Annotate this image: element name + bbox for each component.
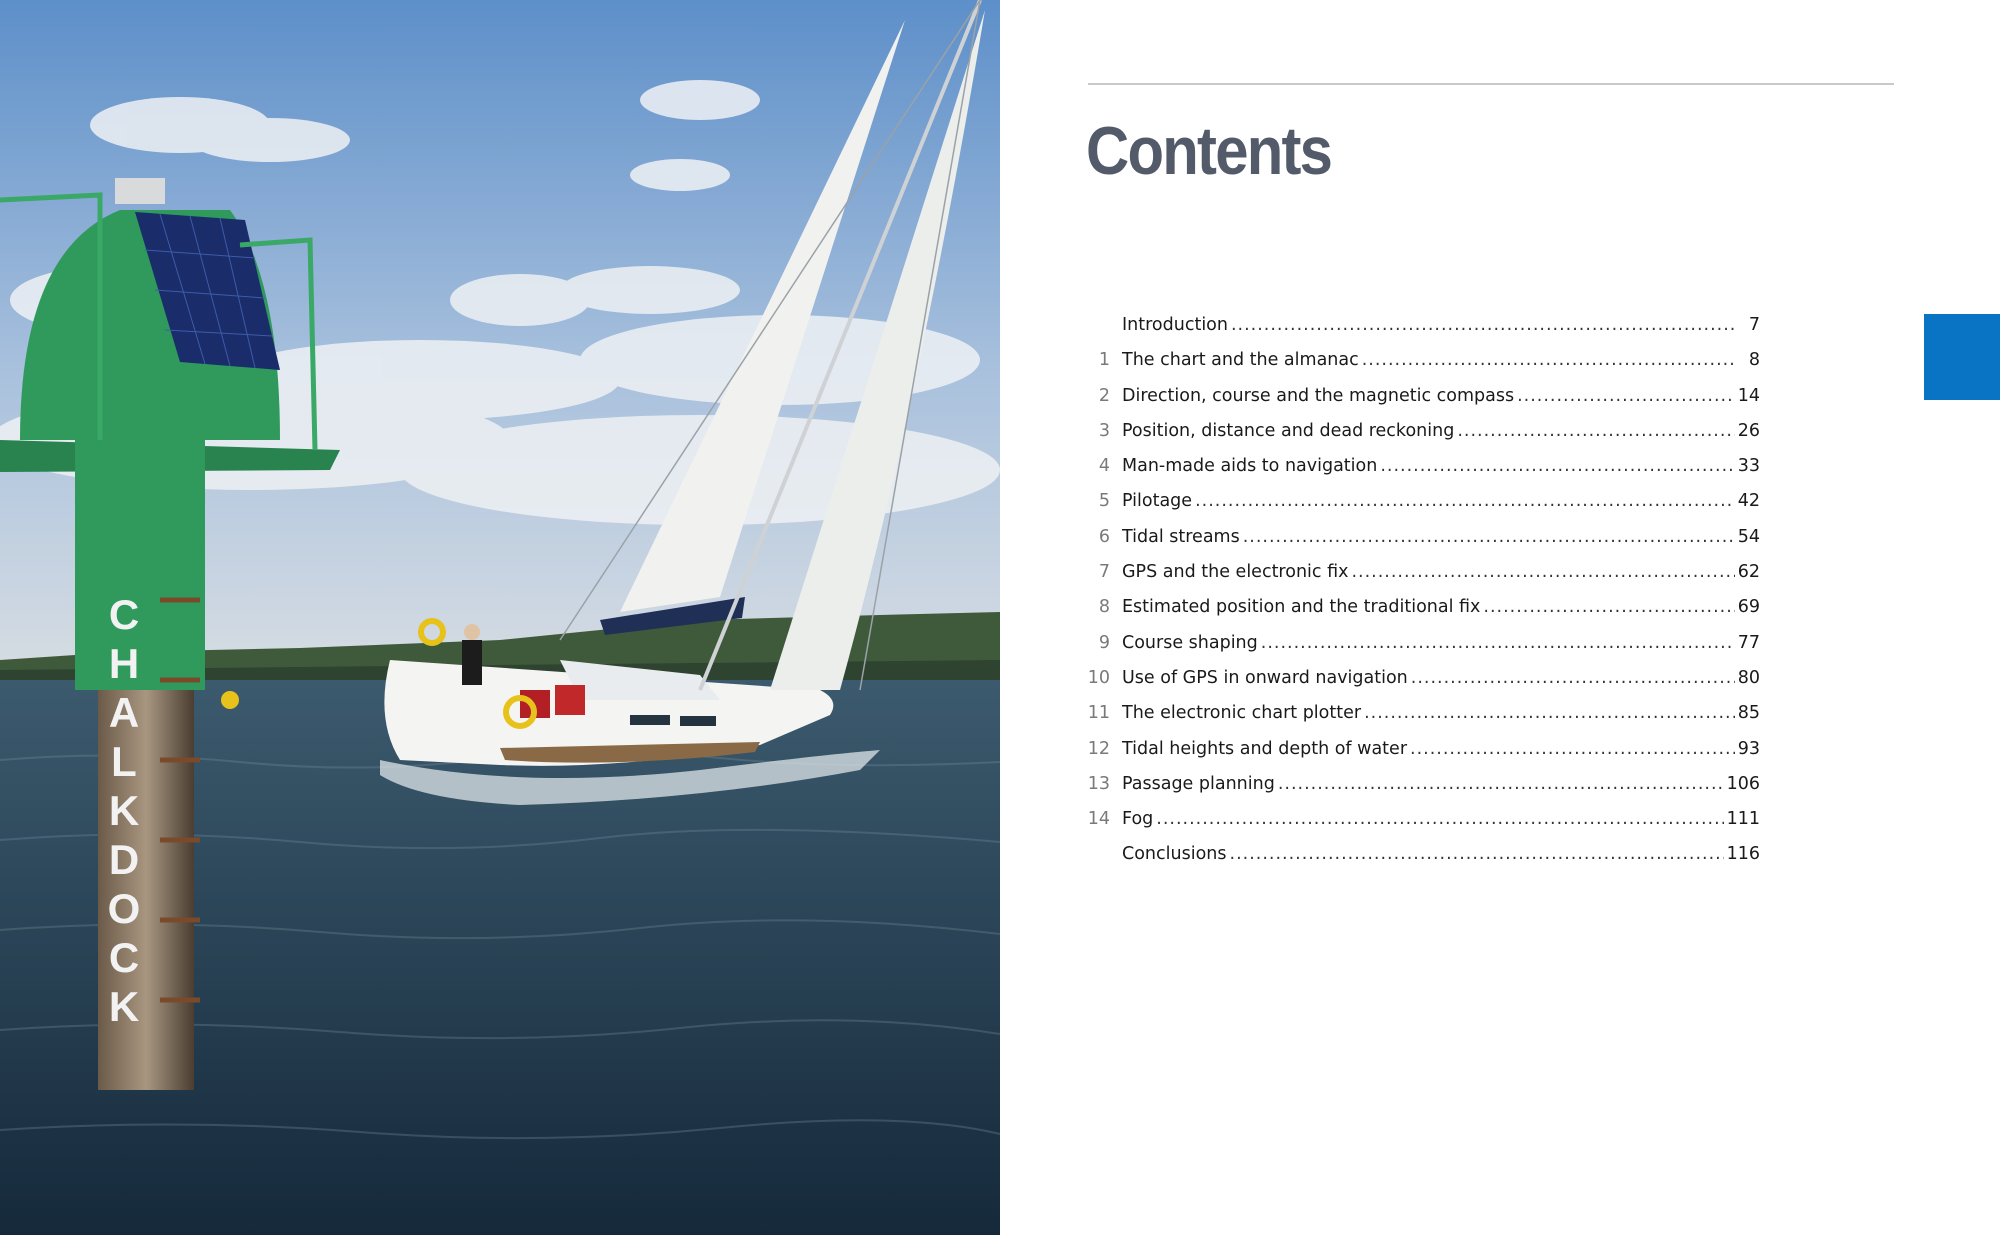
- toc-leader-dots: [1351, 555, 1734, 590]
- toc-entry[interactable]: [1080, 626, 1760, 661]
- toc-chapter-title: The chart and the almanac: [1122, 350, 1359, 371]
- toc-entry[interactable]: [1080, 379, 1760, 414]
- toc-chapter-title: Passage planning: [1122, 773, 1275, 794]
- toc-entry[interactable]: [1080, 767, 1760, 802]
- toc-chapter-number: 8: [1098, 597, 1110, 618]
- toc-entry[interactable]: [1080, 343, 1760, 378]
- section-tab: [1924, 314, 2000, 400]
- toc-page-number: 93: [1737, 738, 1760, 759]
- toc-entry[interactable]: [1080, 484, 1760, 519]
- toc-leader-dots: [1364, 696, 1735, 731]
- toc-chapter-number: 14: [1087, 809, 1110, 830]
- toc-leader-dots: [1243, 520, 1735, 555]
- toc-page-number: 54: [1737, 526, 1760, 547]
- toc-entry[interactable]: [1080, 414, 1760, 449]
- toc-leader-dots: [1195, 484, 1735, 519]
- toc-page-number: 8: [1748, 350, 1760, 371]
- toc-entry[interactable]: [1080, 732, 1760, 767]
- toc-chapter-title: Use of GPS in onward navigation: [1122, 667, 1408, 688]
- toc-leader-dots: [1362, 343, 1737, 378]
- marker-name-text: CHALKDOCK: [107, 591, 141, 1030]
- toc-page-number: 69: [1737, 597, 1760, 618]
- toc-entry[interactable]: [1080, 555, 1760, 590]
- toc-chapter-title: Position, distance and dead reckoning: [1122, 420, 1455, 441]
- toc-leader-dots: [1517, 379, 1735, 414]
- toc-chapter-number: 13: [1087, 773, 1110, 794]
- toc-entry[interactable]: [1080, 520, 1760, 555]
- toc-chapter-number: 11: [1087, 703, 1110, 724]
- toc-page-number: 77: [1737, 632, 1760, 653]
- toc-chapter-title: Estimated position and the traditional fix: [1122, 597, 1481, 618]
- toc-leader-dots: [1156, 802, 1723, 837]
- toc-chapter-number: 9: [1098, 632, 1110, 653]
- toc-leader-dots: [1410, 732, 1735, 767]
- toc-entry[interactable]: [1080, 590, 1760, 625]
- toc-page-number: 106: [1726, 773, 1760, 794]
- toc-chapter-title: Fog: [1122, 809, 1154, 830]
- toc-page-number: 80: [1737, 667, 1760, 688]
- toc-page-number: 42: [1737, 491, 1760, 512]
- toc-page-number: 26: [1737, 420, 1760, 441]
- toc-page-number: 116: [1726, 844, 1760, 865]
- toc-chapter-title: Tidal streams: [1122, 526, 1240, 547]
- toc-chapter-number: 3: [1098, 420, 1110, 441]
- toc-entry[interactable]: [1080, 661, 1760, 696]
- toc-leader-dots: [1230, 837, 1724, 872]
- toc-page-number: 111: [1726, 809, 1760, 830]
- toc-chapter-title: Tidal heights and depth of water: [1122, 738, 1408, 759]
- toc-chapter-title: Introduction: [1122, 315, 1228, 335]
- toc-page-number: 14: [1737, 385, 1760, 406]
- toc-chapter-number: 12: [1087, 738, 1110, 759]
- toc-entry[interactable]: [1080, 308, 1760, 343]
- page-title: Contents: [1086, 113, 1332, 189]
- toc-chapter-number: 2: [1098, 385, 1110, 406]
- toc-leader-dots: [1380, 449, 1734, 484]
- toc-leader-dots: [1457, 414, 1734, 449]
- toc-chapter-title: Direction, course and the magnetic compass: [1122, 385, 1515, 406]
- toc-chapter-title: The electronic chart plotter: [1122, 703, 1362, 724]
- toc-chapter-title: Conclusions: [1122, 844, 1227, 865]
- toc-chapter-title: Man-made aids to navigation: [1122, 456, 1378, 477]
- toc-entry[interactable]: [1080, 449, 1760, 484]
- toc-page-number: 85: [1737, 703, 1760, 724]
- toc-chapter-number: 1: [1098, 350, 1110, 371]
- toc-page-number: 33: [1737, 456, 1760, 477]
- toc-leader-dots: [1278, 767, 1724, 802]
- toc-chapter-number: 5: [1098, 491, 1110, 512]
- toc-entry[interactable]: [1080, 802, 1760, 837]
- toc-entry[interactable]: [1080, 696, 1760, 731]
- toc-page-number: 7: [1748, 315, 1760, 335]
- toc-chapter-number: 7: [1098, 562, 1110, 583]
- toc-chapter-title: GPS and the electronic fix: [1122, 562, 1349, 583]
- top-rule: [1088, 83, 1894, 85]
- toc-leader-dots: [1411, 661, 1735, 696]
- toc-leader-dots: [1231, 308, 1737, 343]
- toc-chapter-title: Course shaping: [1122, 632, 1258, 653]
- toc-leader-dots: [1261, 626, 1735, 661]
- toc-chapter-number: 4: [1098, 456, 1110, 477]
- toc-chapter-number: 10: [1087, 667, 1110, 688]
- table-of-contents: [1080, 308, 1760, 873]
- toc-chapter-title: Pilotage: [1122, 491, 1193, 512]
- toc-entry[interactable]: [1080, 837, 1760, 872]
- toc-chapter-number: 6: [1098, 526, 1110, 547]
- toc-page-number: 62: [1737, 562, 1760, 583]
- toc-leader-dots: [1483, 590, 1734, 625]
